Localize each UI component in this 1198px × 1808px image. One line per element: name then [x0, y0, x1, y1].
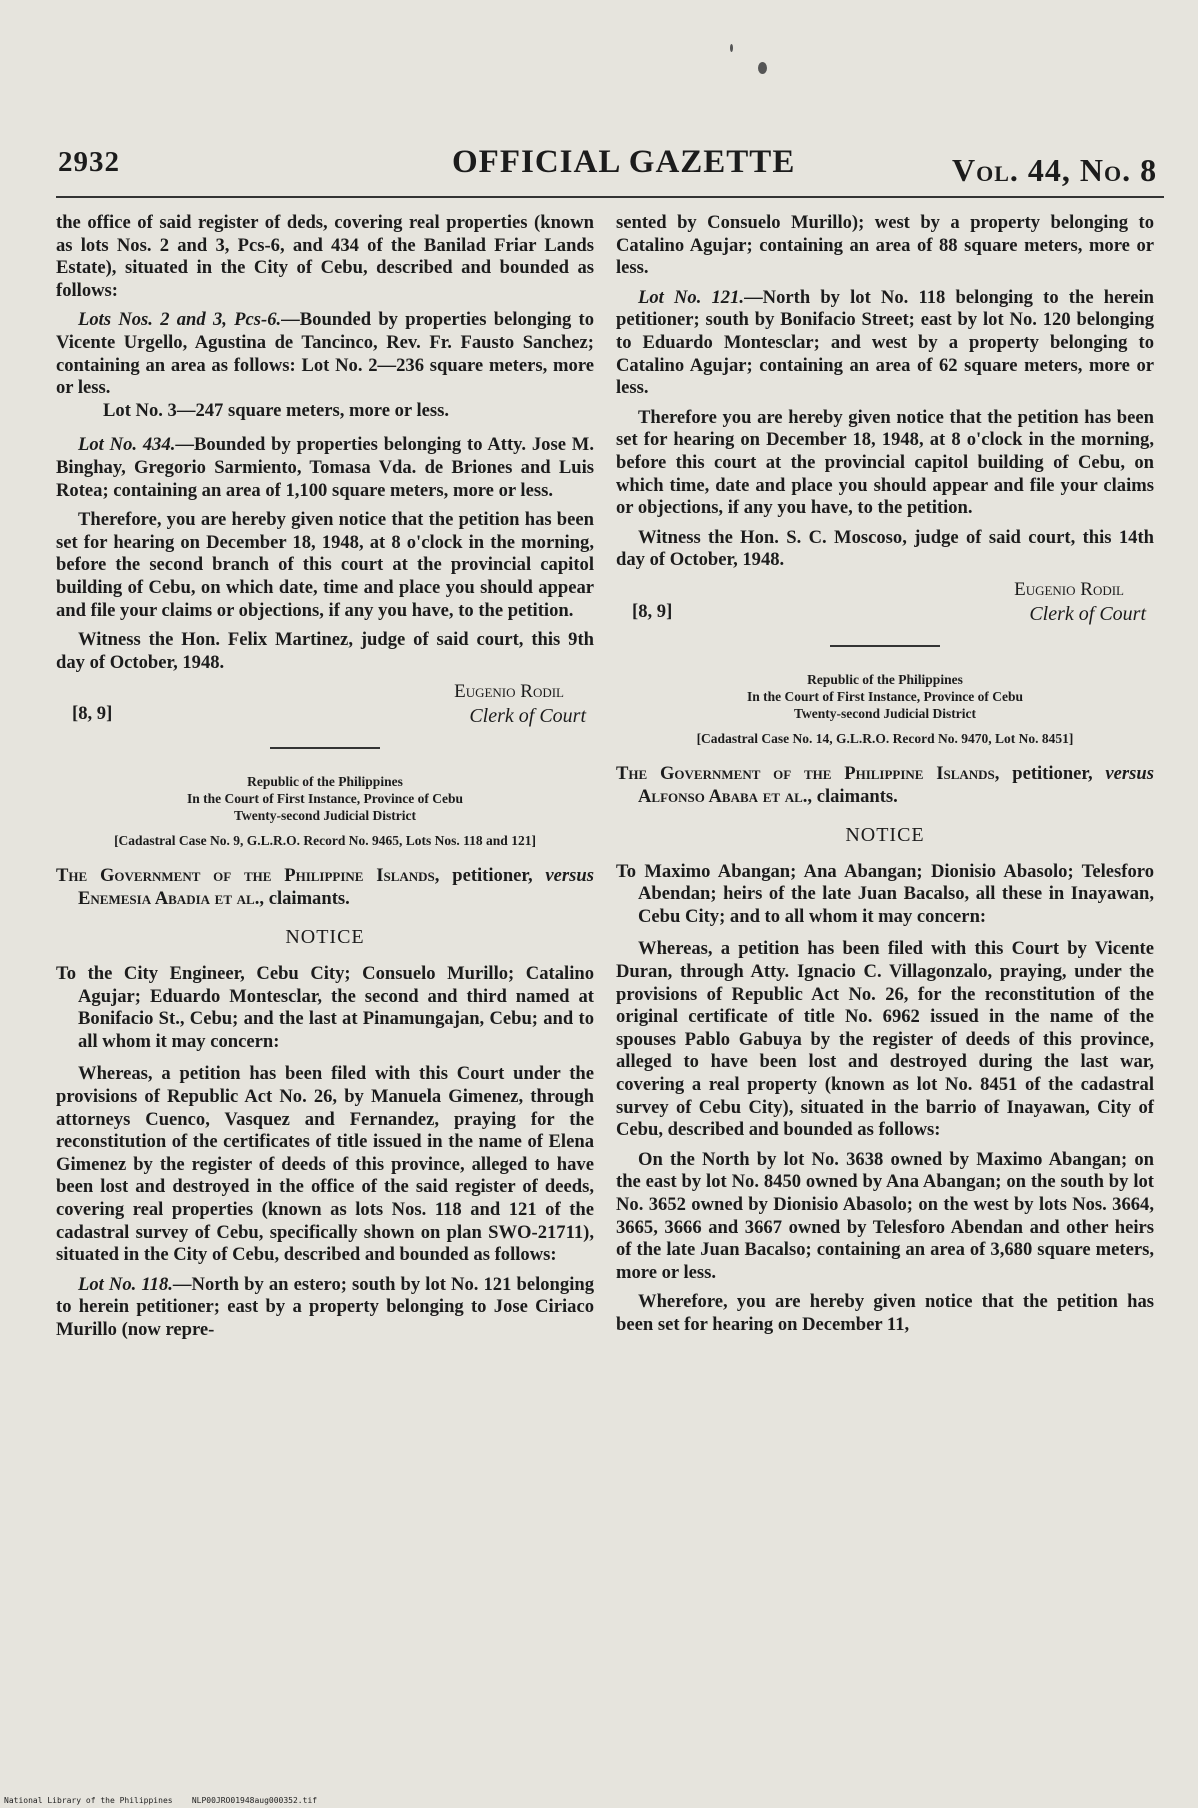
court-caption: [56, 773, 594, 824]
signature-block: [616, 579, 1154, 631]
left-column: [56, 212, 594, 1349]
lot-name: Lots Nos. 2 and 3, Pcs-6.: [78, 309, 282, 331]
hearing-notice: Therefore, you are hereby given notice that the petition has been set for hearing on December 18, 1948, at 8 o'clock in the morning, before the second branch of this court at the provincial capitol building of Cebu, on which date, time and place you should appear and file your claims or objections, if any you have, to the petition.: [56, 509, 594, 621]
paragraph: the office of said register of deds, covering real properties (known as lots Nos. 2 and 3, Pcs-6, and 434 of the Banilad Friar Lands Estate), situated in the City of Cebu, described and bounded as follows:: [56, 212, 594, 301]
lot-text: —North by an estero; south by lot No. 121 belonging to herein petitioner; east by a property belonging to Jose Ciriaco Murillo (now repre-: [56, 1273, 595, 1340]
notice-heading: NOTICE: [285, 926, 365, 949]
caption-line: In the Court of First Instance, Province of Cebu: [746, 688, 1024, 704]
claimant-label: claimants.: [268, 887, 350, 909]
paragraph: sented by Consuelo Murillo); west by a property belonging to Catalino Agujar; containing an area of 88 square meters, more or less.: [616, 212, 1154, 279]
witness-line: Witness the Hon. Felix Martinez, judge of said court, this 9th day of October, 1948.: [56, 629, 594, 673]
paragraph: Whereas, a petition has been filed with this Court under the provisions of Republic Act No. 26, by Manuela Gimenez, through attorneys Cuenco, Vasquez and Fernandez, praying for the reconstitution of the certificates of title issued in the name of Elena Gimenez by the register of deeds of this province, alleged to have been lost and destroyed in the office of the said register of deeds, covering real properties (known as lots Nos. 118 and 121 of the cadastral survey of Cebu, specifically shown on plan SWO-21711), situated in the City of Cebu, described and bounded as follows:: [56, 1063, 594, 1266]
footer-source: National Library of the Philippines: [4, 1796, 173, 1805]
section-divider: [270, 747, 380, 749]
paragraph: Whereas, a petition has been filed with this Court by Vicente Duran, through Atty. Ignacio C. Villagonzalo, praying, under the provisions of Republic Act No. 26, for the reconstitution of the original certificate of title No. 6962 issued in the name of the spouses Pablo Gabuya by the register of deeds of this province, alleged to have been lost and destroyed during the last war, covering a real property (known as lot No. 8451 of the cadastral survey of Cebu City), situated in the barrio of Inayawan, City of Cebu, described and bounded as follows:: [616, 938, 1154, 1141]
case-reference: [Cadastral Case No. 9, G.L.R.O. Record No. 9465, Lots Nos. 118 and 121]: [114, 833, 536, 849]
claimant-label: claimants.: [816, 785, 898, 807]
lot-name: Lot No. 121.: [638, 286, 745, 308]
caption-line: In the Court of First Instance, Province of Cebu: [186, 791, 464, 807]
clerk-title: Clerk of Court: [469, 705, 586, 728]
versus: versus: [1105, 762, 1154, 784]
clerk-name: Eugenio Rodil: [1014, 578, 1124, 600]
clerk-title: Clerk of Court: [1029, 602, 1146, 625]
case-reference: [Cadastral Case No. 14, G.L.R.O. Record No. 9470, Lot No. 8451]: [696, 730, 1074, 746]
scan-speck: [730, 44, 733, 52]
clerk-name: Eugenio Rodil: [454, 681, 564, 703]
lot-bounds: On the North by lot No. 3638 owned by Maximo Abangan; on the east by lot No. 8450 owned by Ana Abangan; on the south by lot No. 3652 owned by Dionisio Abasolo; on the west by lots Nos. 3664, 3665, 3666 and 3667 owned by Telesforo Abendan and other heirs of the late Juan Bacalso; containing an area of 3,680 square meters, more or less.: [616, 1148, 1154, 1283]
publication-ref: [8, 9]: [72, 703, 113, 725]
claimant-name: Enemesia Abadia et al.,: [78, 887, 265, 909]
petitioner-label: petitioner,: [452, 865, 533, 887]
lot-description: [56, 309, 594, 399]
volume-issue: Vol. 44, No. 8: [952, 152, 1158, 188]
hearing-notice: Wherefore, you are hereby given notice that the petition has been set for hearing on December 11,: [616, 1291, 1154, 1335]
lot-description: [616, 287, 1154, 400]
caption-line: Twenty-second Judicial District: [794, 705, 976, 721]
signature-block: [56, 681, 594, 733]
lot-description: [56, 1274, 594, 1342]
header-rule: [56, 196, 1164, 198]
publication-title: OFFICIAL GAZETTE: [452, 144, 796, 180]
petitioner-name: The Government of the Philippine Islands,: [616, 762, 1000, 784]
versus: versus: [545, 865, 594, 887]
notice-addressees: To Maximo Abangan; Ana Abangan; Dionisio Abasolo; Telesforo Abendan; heirs of the late Juan Bacalso, all these in Inayawan, Cebu City; and to all whom it may concern:: [616, 860, 1154, 927]
scan-footer: [4, 1796, 317, 1805]
petitioner-label: petitioner,: [1012, 762, 1093, 784]
caption-line: Republic of the Philippines: [807, 671, 963, 687]
petitioner-name: The Government of the Philippine Islands,: [56, 865, 440, 887]
footer-file: NLP00JRO01948aug000352.tif: [191, 1796, 318, 1805]
publication-ref: [8, 9]: [632, 600, 673, 622]
notice-heading: NOTICE: [845, 824, 925, 847]
lot-name: Lot No. 434.: [78, 434, 176, 456]
notice-addressees: To the City Engineer, Cebu City; Consuelo Murillo; Catalino Agujar; Eduardo Montesclar, the second and third named at Bonifacio St., Cebu; and the last at Pinamungajan, Cebu; and to all whom it may concern:: [56, 963, 594, 1052]
lot-text: —Bounded by properties belonging to Vicente Urgello, Agustina de Tancinco, Rev. Fr. Fausto Sanchez; containing an area as follows: Lot No. 2—236 square meters, more or less.: [56, 309, 594, 399]
caption-line: Republic of the Philippines: [247, 774, 403, 790]
lot-text: —Bounded by properties belonging to Atty. Jose M. Binghay, Gregorio Sarmiento, Tomasa Vda. de Briones and Luis Rotea; containing an area of 1,100 square meters, more or less.: [56, 434, 594, 501]
lot-name: Lot No. 118.: [78, 1273, 173, 1295]
claimant-name: Alfonso Ababa et al.,: [638, 785, 813, 807]
section-divider: [830, 645, 940, 647]
scan-speck: [758, 62, 767, 74]
lot-description: [56, 434, 594, 502]
lot-text: —North by lot No. 118 belonging to the herein petitioner; south by Bonifacio Street; east by lot No. 120 belonging to Eduardo Montesclar; and west by a property belonging to Catalino Agujar; containing an area of 62 square meters, more or less.: [616, 286, 1155, 399]
hearing-notice: Therefore you are hereby given notice that the petition has been set for hearing on December 18, 1948, at 8 o'clock in the morning, before this court at the provincial capitol building of Cebu, on which time, date and place you should appear and file your claims or objections, if any you have, to the petition.: [616, 406, 1154, 519]
page-number: 2932: [58, 146, 120, 178]
witness-line: Witness the Hon. S. C. Moscoso, judge of said court, this 14th day of October, 1948.: [616, 526, 1154, 571]
case-parties: [56, 865, 594, 910]
right-column: [616, 212, 1154, 1344]
lot-area-line: Lot No. 3—247 square meters, more or less.: [103, 399, 449, 421]
caption-line: Twenty-second Judicial District: [234, 808, 416, 824]
court-caption: [616, 671, 1154, 722]
case-parties: [616, 763, 1154, 808]
